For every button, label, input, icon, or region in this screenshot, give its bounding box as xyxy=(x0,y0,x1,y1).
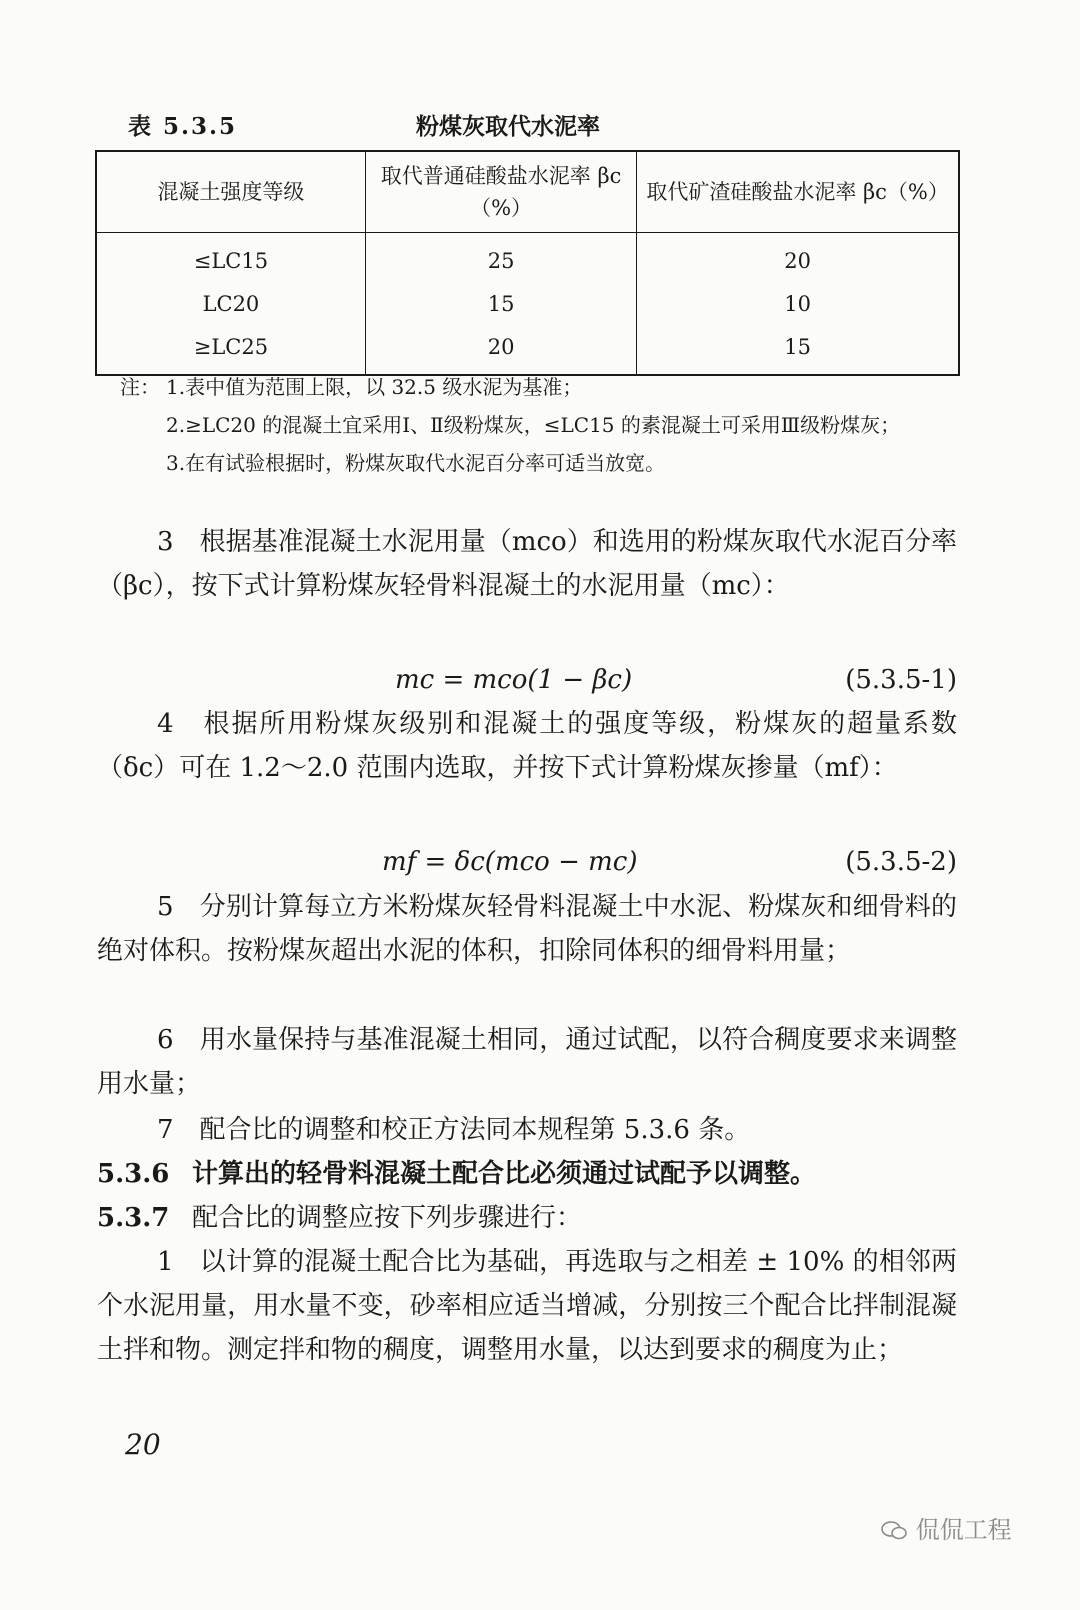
clause-paragraph-6 xyxy=(97,1018,957,1106)
table-cell: 10 xyxy=(637,282,959,325)
section-number: 5.3.6 xyxy=(97,1159,170,1189)
table-row xyxy=(96,233,959,283)
paragraph: 6 用水量保持与基准混凝土相同，通过试配，以符合稠度要求来调整用水量； xyxy=(97,1025,957,1099)
table-header-cell: 混凝土强度等级 xyxy=(96,151,365,233)
section-number: 5.3.7 xyxy=(97,1203,170,1233)
table-cell: 25 xyxy=(365,233,636,283)
formula-5-3-5-2 xyxy=(97,840,957,884)
page-number: 20 xyxy=(125,1428,161,1461)
table-cell: ≤LC15 xyxy=(96,233,365,283)
note-text: 在有试验根据时，粉煤灰取代水泥百分率可适当放宽。 xyxy=(185,451,666,475)
clause-paragraph-7 xyxy=(97,1108,957,1152)
watermark xyxy=(880,1510,1012,1545)
watermark-text: 侃侃工程 xyxy=(915,1516,1012,1544)
paragraph: 5 分别计算每立方米粉煤灰轻骨料混凝土中水泥、粉煤灰和细骨料的绝对体积。按粉煤灰超出水泥的体积，扣除同体积的细骨料用量； xyxy=(97,892,957,966)
paragraph: 4 根据所用粉煤灰级别和混凝土的强度等级，粉煤灰的超量系数（δc）可在 1.2～2.0 范围内选取，并按下式计算粉煤灰掺量（mf）： xyxy=(97,709,957,783)
note-number: 3. xyxy=(166,451,186,475)
table-cell: 15 xyxy=(637,325,959,375)
section-5-3-7 xyxy=(97,1196,957,1240)
table-header-cell: 取代普通硅酸盐水泥率 βc（%） xyxy=(365,151,636,233)
table-cell: 15 xyxy=(365,282,636,325)
table-row xyxy=(96,282,959,325)
note-item xyxy=(120,368,970,406)
formula-number: (5.3.5-2) xyxy=(845,847,957,877)
table-title: 粉煤灰取代水泥率 xyxy=(416,113,600,140)
formula-number: (5.3.5-1) xyxy=(845,665,957,695)
table-header-cell: 取代矿渣硅酸盐水泥率 βc（%） xyxy=(637,151,959,233)
section-text: 配合比的调整应按下列步骤进行： xyxy=(192,1203,583,1233)
note-number: 2. xyxy=(166,413,186,437)
table-cell: LC20 xyxy=(96,282,365,325)
paragraph: 7 配合比的调整和校正方法同本规程第 5.3.6 条。 xyxy=(157,1115,751,1145)
note-item xyxy=(120,406,970,444)
section-text: 计算出的轻骨料混凝土配合比必须通过试配予以调整。 xyxy=(192,1159,817,1189)
clause-paragraph-1 xyxy=(97,1240,957,1372)
formula-expression: mf = δc(mco − mc) xyxy=(382,847,638,877)
clause-paragraph-3 xyxy=(97,520,957,608)
table-cell: ≥LC25 xyxy=(96,325,365,375)
paragraph: 1 以计算的混凝土配合比为基础，再选取与之相差 ± 10% 的相邻两个水泥用量，用水量不变，砂率相应适当增减，分别按三个配合比拌制混凝土拌和物。测定拌和物的稠度，调整用水量，以达到要求的稠度为止； xyxy=(97,1247,957,1365)
note-text: ≥LC20 的混凝土宜采用Ⅰ、Ⅱ级粉煤灰，≤LC15 的素混凝土可采用Ⅲ级粉煤灰； xyxy=(185,413,901,437)
formula-expression: mc = mco(1 − βc) xyxy=(395,665,633,695)
note-text: 表中值为范围上限，以 32.5 级水泥为基准； xyxy=(185,375,583,399)
clause-paragraph-4 xyxy=(97,702,957,790)
table-cell: 20 xyxy=(637,233,959,283)
note-item xyxy=(120,444,970,482)
section-5-3-6 xyxy=(97,1152,957,1196)
clause-paragraph-5 xyxy=(97,885,957,973)
formula-5-3-5-1 xyxy=(97,658,957,702)
fly-ash-replacement-table xyxy=(95,150,960,376)
chat-bubble-icon xyxy=(880,1520,908,1542)
table-number: 表 5.3.5 xyxy=(128,113,238,140)
table-cell: 20 xyxy=(365,325,636,375)
table-notes xyxy=(120,368,970,482)
table-header-row xyxy=(96,151,959,233)
note-label: 注： xyxy=(120,375,160,399)
paragraph: 3 根据基准混凝土水泥用量（mco）和选用的粉煤灰取代水泥百分率（βc），按下式计算粉煤灰轻骨料混凝土的水泥用量（mc）： xyxy=(97,527,957,601)
note-number: 1. xyxy=(166,375,186,399)
